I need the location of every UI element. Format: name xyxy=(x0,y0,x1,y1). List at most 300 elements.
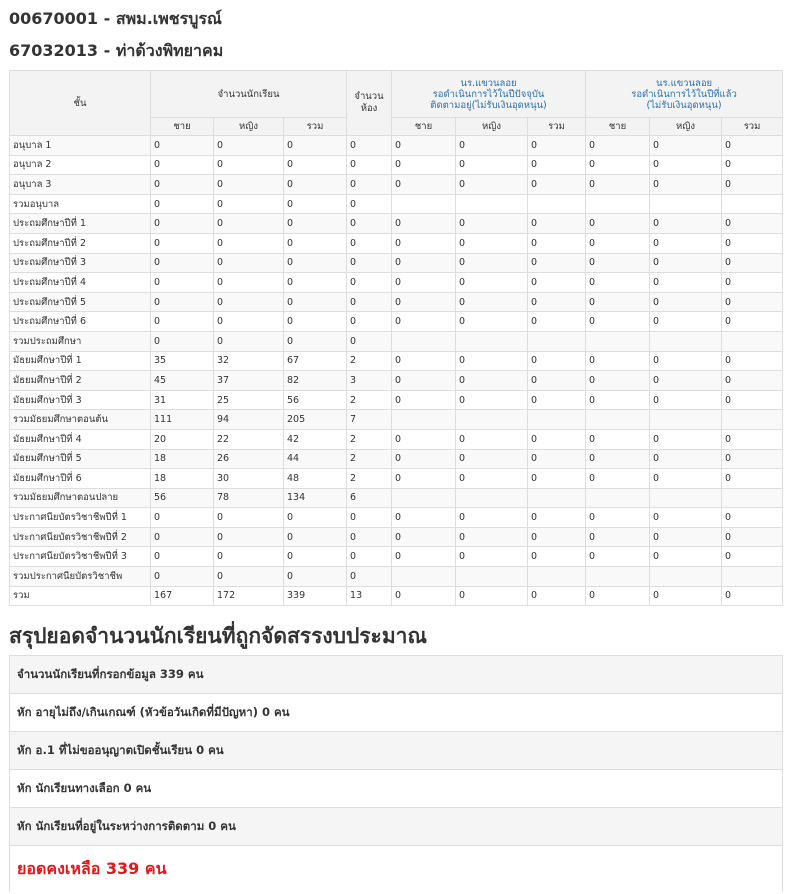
value-cell: 0 xyxy=(392,273,456,293)
value-cell: 44 xyxy=(284,449,347,469)
value-cell: 31 xyxy=(151,390,214,410)
value-cell: 45 xyxy=(151,371,214,391)
value-cell: 0 xyxy=(151,214,214,234)
value-cell: 0 xyxy=(151,567,214,587)
grade-cell: มัธยมศึกษาปีที่ 2 xyxy=(10,371,151,391)
value-cell: 0 xyxy=(650,586,722,606)
value-cell: 0 xyxy=(528,175,586,195)
table-row xyxy=(10,273,783,293)
value-cell: 0 xyxy=(586,292,650,312)
value-cell: 20 xyxy=(151,429,214,449)
table-row xyxy=(10,292,783,312)
value-cell: 0 xyxy=(347,175,392,195)
value-cell: 0 xyxy=(650,312,722,332)
value-cell: 0 xyxy=(528,508,586,528)
grade-cell: รวมมัธยมศึกษาตอนปลาย xyxy=(10,488,151,508)
value-cell: 0 xyxy=(151,233,214,253)
table-row xyxy=(10,527,783,547)
summary-remaining: ยอดคงเหลือ 339 คน xyxy=(17,859,167,878)
grade-cell: ประถมศึกษาปีที่ 6 xyxy=(10,312,151,332)
value-cell: 167 xyxy=(151,586,214,606)
value-cell: 26 xyxy=(214,449,284,469)
value-cell: 0 xyxy=(214,136,284,156)
grade-cell: ประถมศึกษาปีที่ 1 xyxy=(10,214,151,234)
value-cell: 0 xyxy=(650,469,722,489)
value-cell: 0 xyxy=(586,547,650,567)
value-cell: 0 xyxy=(528,371,586,391)
value-cell: 0 xyxy=(722,351,783,371)
value-cell: 0 xyxy=(456,371,528,391)
value-cell: 0 xyxy=(586,508,650,528)
value-cell: 0 xyxy=(528,155,586,175)
male-header: ชาย xyxy=(392,118,456,136)
value-cell xyxy=(650,410,722,430)
male-header: ชาย xyxy=(586,118,650,136)
value-cell xyxy=(528,488,586,508)
value-cell: 56 xyxy=(151,488,214,508)
table-row xyxy=(10,155,783,175)
value-cell: 0 xyxy=(214,292,284,312)
value-cell: 0 xyxy=(650,508,722,528)
value-cell: 0 xyxy=(528,253,586,273)
value-cell: 0 xyxy=(151,155,214,175)
table-row xyxy=(10,136,783,156)
value-cell: 0 xyxy=(650,351,722,371)
value-cell: 0 xyxy=(284,194,347,214)
value-cell: 0 xyxy=(151,547,214,567)
total-header: รวม xyxy=(284,118,347,136)
value-cell xyxy=(456,410,528,430)
value-cell: 0 xyxy=(284,233,347,253)
value-cell: 0 xyxy=(214,155,284,175)
value-cell: 0 xyxy=(456,233,528,253)
table-row xyxy=(10,449,783,469)
grade-cell: อนุบาล 2 xyxy=(10,155,151,175)
value-cell xyxy=(722,410,783,430)
summary-alternative-deduction: หัก นักเรียนทางเลือก 0 คน xyxy=(10,770,782,808)
value-cell: 0 xyxy=(586,586,650,606)
value-cell: 78 xyxy=(214,488,284,508)
value-cell: 2 xyxy=(347,469,392,489)
value-cell: 35 xyxy=(151,351,214,371)
value-cell: 3 xyxy=(347,371,392,391)
value-cell: 205 xyxy=(284,410,347,430)
grade-cell: มัธยมศึกษาปีที่ 5 xyxy=(10,449,151,469)
value-cell: 0 xyxy=(722,312,783,332)
value-cell: 0 xyxy=(151,508,214,528)
value-cell: 0 xyxy=(722,371,783,391)
school-title: 67032013 - ท่าด้วงพิทยาคม xyxy=(9,41,224,60)
value-cell xyxy=(650,488,722,508)
value-cell: 0 xyxy=(214,331,284,351)
value-cell: 0 xyxy=(151,273,214,293)
value-cell xyxy=(456,331,528,351)
value-cell xyxy=(586,194,650,214)
value-cell xyxy=(722,194,783,214)
value-cell: 0 xyxy=(347,253,392,273)
value-cell: 0 xyxy=(528,527,586,547)
grade-cell: รวม xyxy=(10,586,151,606)
grade-cell: มัธยมศึกษาปีที่ 1 xyxy=(10,351,151,371)
value-cell: 0 xyxy=(456,312,528,332)
value-cell: 0 xyxy=(528,233,586,253)
value-cell xyxy=(722,567,783,587)
value-cell: 0 xyxy=(151,136,214,156)
table-row xyxy=(10,312,783,332)
area-title: 00670001 - สพม.เพชรบูรณ์ xyxy=(9,9,222,28)
value-cell: 0 xyxy=(214,194,284,214)
female-header: หญิง xyxy=(214,118,284,136)
value-cell: 0 xyxy=(722,273,783,293)
value-cell: 0 xyxy=(392,233,456,253)
value-cell xyxy=(650,194,722,214)
value-cell: 0 xyxy=(347,527,392,547)
grade-cell: ประถมศึกษาปีที่ 4 xyxy=(10,273,151,293)
grade-cell: ประกาศนียบัตรวิชาชีพปีที่ 3 xyxy=(10,547,151,567)
value-cell: 0 xyxy=(392,469,456,489)
value-cell: 0 xyxy=(347,508,392,528)
value-cell: 0 xyxy=(650,214,722,234)
value-cell: 0 xyxy=(722,233,783,253)
value-cell: 0 xyxy=(650,547,722,567)
value-cell xyxy=(456,567,528,587)
value-cell: 0 xyxy=(284,175,347,195)
table-row xyxy=(10,488,783,508)
grade-cell: ประกาศนียบัตรวิชาชีพปีที่ 2 xyxy=(10,527,151,547)
value-cell: 0 xyxy=(284,508,347,528)
value-cell: 0 xyxy=(650,175,722,195)
grade-cell: รวมประกาศนียบัตรวิชาชีพ xyxy=(10,567,151,587)
value-cell: 172 xyxy=(214,586,284,606)
value-cell: 0 xyxy=(650,155,722,175)
value-cell: 48 xyxy=(284,469,347,489)
female-header: หญิง xyxy=(650,118,722,136)
value-cell: 0 xyxy=(392,253,456,273)
value-cell: 0 xyxy=(722,390,783,410)
value-cell: 0 xyxy=(151,292,214,312)
value-cell: 0 xyxy=(722,508,783,528)
grade-cell: ประถมศึกษาปีที่ 3 xyxy=(10,253,151,273)
table-row xyxy=(10,567,783,587)
value-cell: 0 xyxy=(722,527,783,547)
value-cell: 0 xyxy=(284,567,347,587)
summary-kindergarten-deduction: หัก อ.1 ที่ไม่ขออนุญาตเปิดชั้นเรียน 0 คน xyxy=(10,732,782,770)
table-row xyxy=(10,214,783,234)
value-cell: 0 xyxy=(456,390,528,410)
value-cell xyxy=(456,194,528,214)
value-cell xyxy=(392,331,456,351)
value-cell: 0 xyxy=(284,136,347,156)
value-cell: 0 xyxy=(528,469,586,489)
value-cell xyxy=(392,488,456,508)
summary-title: สรุปยอดจำนวนนักเรียนที่ถูกจัดสรรงบประมาณ xyxy=(9,624,427,648)
grade-cell: อนุบาล 1 xyxy=(10,136,151,156)
value-cell: 0 xyxy=(722,253,783,273)
value-cell: 0 xyxy=(586,527,650,547)
value-cell: 0 xyxy=(284,155,347,175)
value-cell: 0 xyxy=(456,253,528,273)
value-cell xyxy=(528,194,586,214)
value-cell: 0 xyxy=(650,371,722,391)
summary-age-deduction: หัก อายุไม่ถึง/เกินเกณฑ์ (หัวข้อวันเกิดที่มีปัญหา) 0 คน xyxy=(10,694,782,732)
value-cell xyxy=(650,567,722,587)
value-cell: 13 xyxy=(347,586,392,606)
value-cell: 0 xyxy=(284,253,347,273)
table-row xyxy=(10,194,783,214)
value-cell: 0 xyxy=(528,390,586,410)
value-cell: 0 xyxy=(392,155,456,175)
value-cell: 0 xyxy=(392,586,456,606)
table-row xyxy=(10,351,783,371)
value-cell xyxy=(586,488,650,508)
value-cell: 0 xyxy=(214,273,284,293)
value-cell: 0 xyxy=(586,449,650,469)
value-cell: 67 xyxy=(284,351,347,371)
table-row xyxy=(10,331,783,351)
value-cell: 0 xyxy=(456,292,528,312)
value-cell: 0 xyxy=(650,429,722,449)
value-cell: 0 xyxy=(347,331,392,351)
summary-tracking-deduction: หัก นักเรียนที่อยู่ในระหว่างการติดตาม 0 คน xyxy=(10,808,782,846)
grade-cell: ประถมศึกษาปีที่ 5 xyxy=(10,292,151,312)
value-cell: 0 xyxy=(456,351,528,371)
value-cell: 0 xyxy=(650,273,722,293)
value-cell: 0 xyxy=(392,547,456,567)
value-cell: 0 xyxy=(528,214,586,234)
value-cell: 0 xyxy=(151,312,214,332)
value-cell: 0 xyxy=(284,547,347,567)
value-cell: 0 xyxy=(650,136,722,156)
value-cell: 0 xyxy=(456,155,528,175)
students-header: จำนวนนักเรียน xyxy=(151,71,347,118)
value-cell: 82 xyxy=(284,371,347,391)
grade-cell: มัธยมศึกษาปีที่ 4 xyxy=(10,429,151,449)
grade-cell: ประถมศึกษาปีที่ 2 xyxy=(10,233,151,253)
value-cell: 0 xyxy=(151,253,214,273)
value-cell: 18 xyxy=(151,469,214,489)
value-cell xyxy=(528,410,586,430)
value-cell: 0 xyxy=(586,136,650,156)
summary-entered: จำนวนนักเรียนที่กรอกข้อมูล 339 คน xyxy=(10,656,782,694)
value-cell: 0 xyxy=(347,155,392,175)
grade-cell: รวมอนุบาล xyxy=(10,194,151,214)
value-cell: 134 xyxy=(284,488,347,508)
value-cell: 0 xyxy=(528,292,586,312)
value-cell: 0 xyxy=(347,312,392,332)
value-cell: 0 xyxy=(528,273,586,293)
value-cell: 0 xyxy=(586,312,650,332)
value-cell: 0 xyxy=(284,292,347,312)
value-cell xyxy=(722,331,783,351)
pending-last-header: นร.แขวนลอย รอดำเนินการไว้ในปีที่แล้ว (ไม่รับเงินอุดหนุน) xyxy=(586,71,783,118)
grade-cell: รวมประถมศึกษา xyxy=(10,331,151,351)
value-cell xyxy=(586,331,650,351)
value-cell: 0 xyxy=(456,508,528,528)
value-cell: 0 xyxy=(456,547,528,567)
value-cell: 0 xyxy=(456,429,528,449)
value-cell: 6 xyxy=(347,488,392,508)
value-cell: 18 xyxy=(151,449,214,469)
value-cell: 0 xyxy=(392,136,456,156)
value-cell: 0 xyxy=(722,586,783,606)
value-cell xyxy=(586,567,650,587)
value-cell: 0 xyxy=(722,292,783,312)
value-cell: 0 xyxy=(284,527,347,547)
value-cell: 42 xyxy=(284,429,347,449)
value-cell: 0 xyxy=(392,527,456,547)
value-cell: 0 xyxy=(347,194,392,214)
value-cell xyxy=(650,331,722,351)
value-cell xyxy=(392,194,456,214)
total-header: รวม xyxy=(722,118,783,136)
table-row xyxy=(10,410,783,430)
value-cell: 0 xyxy=(347,214,392,234)
table-row xyxy=(10,586,783,606)
value-cell: 0 xyxy=(586,253,650,273)
value-cell xyxy=(722,488,783,508)
value-cell: 0 xyxy=(214,253,284,273)
value-cell: 0 xyxy=(392,175,456,195)
value-cell: 0 xyxy=(586,371,650,391)
value-cell: 0 xyxy=(392,312,456,332)
value-cell: 0 xyxy=(528,136,586,156)
value-cell: 0 xyxy=(392,292,456,312)
value-cell: 111 xyxy=(151,410,214,430)
value-cell: 0 xyxy=(151,175,214,195)
value-cell: 25 xyxy=(214,390,284,410)
value-cell: 2 xyxy=(347,351,392,371)
value-cell: 2 xyxy=(347,449,392,469)
value-cell: 0 xyxy=(456,527,528,547)
value-cell: 339 xyxy=(284,586,347,606)
value-cell: 0 xyxy=(214,508,284,528)
value-cell xyxy=(392,567,456,587)
value-cell: 0 xyxy=(528,351,586,371)
value-cell: 0 xyxy=(214,312,284,332)
value-cell: 0 xyxy=(586,351,650,371)
table-row xyxy=(10,429,783,449)
value-cell: 0 xyxy=(650,233,722,253)
female-header: หญิง xyxy=(456,118,528,136)
value-cell: 0 xyxy=(650,390,722,410)
value-cell: 2 xyxy=(347,390,392,410)
value-cell: 0 xyxy=(347,547,392,567)
value-cell: 0 xyxy=(151,527,214,547)
value-cell: 0 xyxy=(528,312,586,332)
value-cell: 2 xyxy=(347,429,392,449)
value-cell: 0 xyxy=(456,469,528,489)
value-cell: 0 xyxy=(722,175,783,195)
student-stats-table xyxy=(9,70,783,606)
value-cell: 56 xyxy=(284,390,347,410)
value-cell: 0 xyxy=(456,449,528,469)
value-cell: 0 xyxy=(284,331,347,351)
value-cell: 0 xyxy=(214,233,284,253)
value-cell xyxy=(392,410,456,430)
table-row xyxy=(10,547,783,567)
total-header: รวม xyxy=(528,118,586,136)
value-cell: 0 xyxy=(284,214,347,234)
value-cell: 0 xyxy=(586,175,650,195)
grade-cell: อนุบาล 3 xyxy=(10,175,151,195)
value-cell: 0 xyxy=(392,351,456,371)
table-row xyxy=(10,469,783,489)
value-cell: 0 xyxy=(650,527,722,547)
grade-header: ชั้น xyxy=(10,71,151,136)
value-cell: 37 xyxy=(214,371,284,391)
value-cell: 0 xyxy=(347,136,392,156)
value-cell: 0 xyxy=(456,273,528,293)
grade-cell: ประกาศนียบัตรวิชาชีพปีที่ 1 xyxy=(10,508,151,528)
summary-panel xyxy=(9,655,783,892)
value-cell: 0 xyxy=(528,586,586,606)
value-cell: 0 xyxy=(650,253,722,273)
grade-cell: รวมมัธยมศึกษาตอนต้น xyxy=(10,410,151,430)
value-cell: 0 xyxy=(392,214,456,234)
value-cell: 0 xyxy=(586,469,650,489)
value-cell: 0 xyxy=(528,449,586,469)
value-cell: 0 xyxy=(347,233,392,253)
rooms-header: จำนวนห้อง xyxy=(347,71,392,136)
value-cell: 0 xyxy=(456,175,528,195)
value-cell xyxy=(586,410,650,430)
value-cell: 0 xyxy=(722,547,783,567)
value-cell: 0 xyxy=(586,390,650,410)
value-cell: 0 xyxy=(151,331,214,351)
value-cell: 0 xyxy=(456,136,528,156)
value-cell: 0 xyxy=(456,586,528,606)
value-cell: 0 xyxy=(722,155,783,175)
value-cell: 0 xyxy=(347,567,392,587)
value-cell: 0 xyxy=(214,214,284,234)
table-row xyxy=(10,253,783,273)
value-cell: 0 xyxy=(722,214,783,234)
value-cell: 0 xyxy=(284,273,347,293)
table-body xyxy=(10,136,783,606)
value-cell: 0 xyxy=(722,429,783,449)
table-row xyxy=(10,233,783,253)
value-cell: 0 xyxy=(650,449,722,469)
value-cell: 0 xyxy=(284,312,347,332)
value-cell: 0 xyxy=(392,371,456,391)
grade-cell: มัธยมศึกษาปีที่ 3 xyxy=(10,390,151,410)
value-cell: 0 xyxy=(392,508,456,528)
value-cell: 30 xyxy=(214,469,284,489)
value-cell: 0 xyxy=(528,547,586,567)
table-row xyxy=(10,390,783,410)
value-cell: 0 xyxy=(214,567,284,587)
value-cell: 0 xyxy=(586,214,650,234)
value-cell: 0 xyxy=(214,527,284,547)
value-cell: 94 xyxy=(214,410,284,430)
value-cell: 0 xyxy=(722,449,783,469)
pending-current-header: นร.แขวนลอย รอดำเนินการไว้ในปีปัจจุบัน ติดตามอยู่(ไม่รับเงินอุดหนุน) xyxy=(392,71,586,118)
value-cell: 0 xyxy=(392,449,456,469)
value-cell xyxy=(528,331,586,351)
value-cell: 0 xyxy=(214,175,284,195)
value-cell: 0 xyxy=(456,214,528,234)
table-row xyxy=(10,371,783,391)
value-cell xyxy=(528,567,586,587)
value-cell: 0 xyxy=(347,292,392,312)
value-cell: 0 xyxy=(347,273,392,293)
value-cell: 0 xyxy=(392,429,456,449)
value-cell: 0 xyxy=(722,136,783,156)
value-cell: 0 xyxy=(586,429,650,449)
value-cell: 7 xyxy=(347,410,392,430)
table-row xyxy=(10,175,783,195)
value-cell: 0 xyxy=(722,469,783,489)
